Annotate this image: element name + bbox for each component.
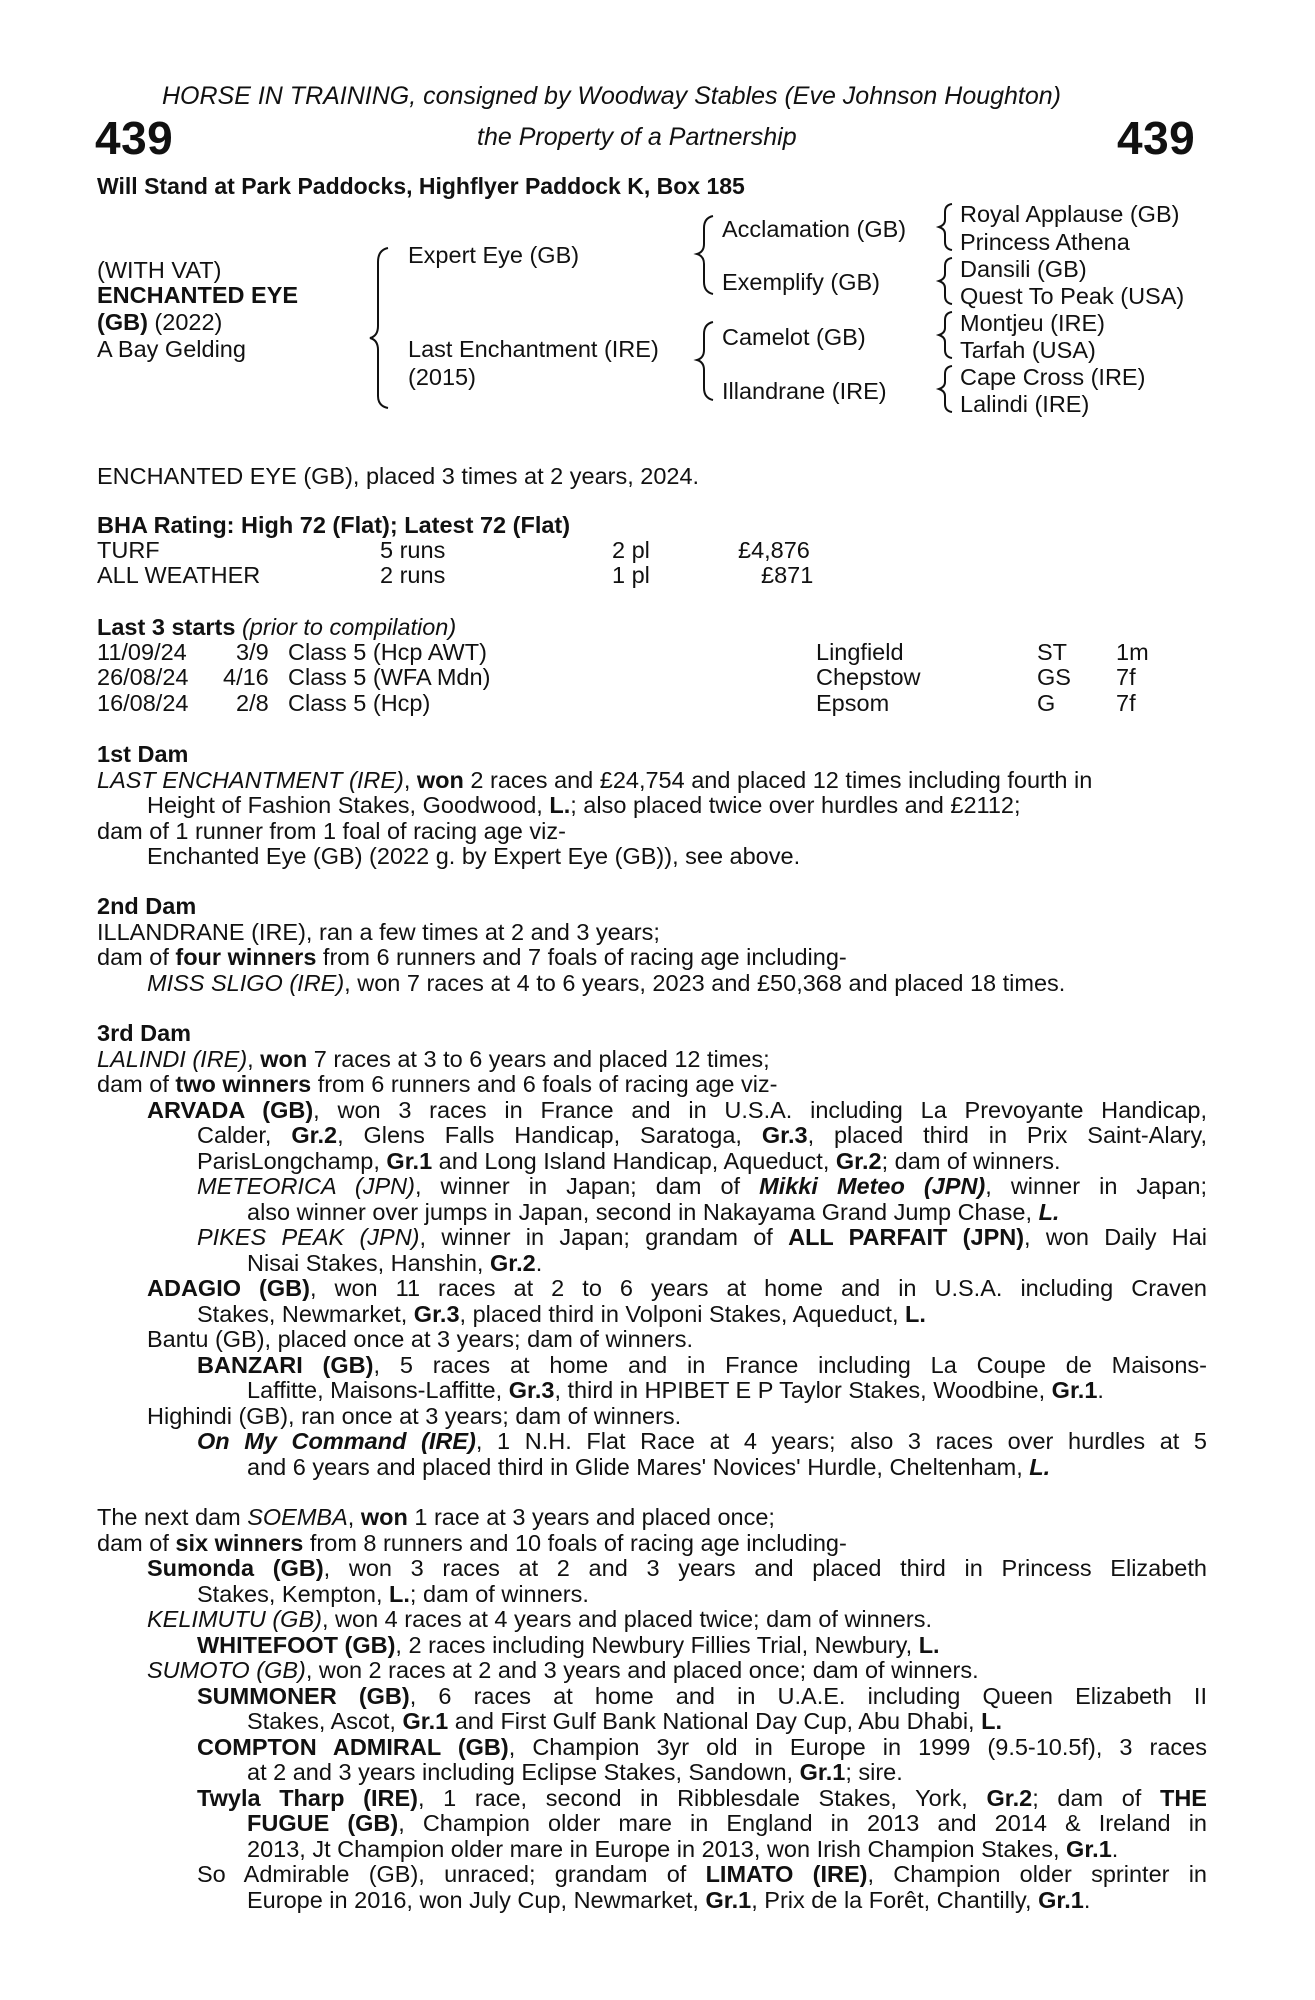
summary-line: ENCHANTED EYE (GB), placed 3 times at 2 years, 2024.	[97, 463, 700, 489]
winners-count: four winners	[175, 944, 317, 970]
text: ParisLongchamp,	[197, 1147, 387, 1174]
first-dam-line: Enchanted Eye (GB) (2022 g. by Expert Eye (GB)), see above.	[147, 843, 801, 869]
third-dam-line	[97, 1302, 1207, 1328]
start-going: GS	[1037, 664, 1071, 690]
text: dam of	[97, 1529, 176, 1556]
rating-prize: £4,876	[738, 537, 810, 563]
vat-label: (WITH VAT)	[97, 257, 222, 283]
pedigree-sire: Expert Eye (GB)	[408, 242, 580, 268]
third-dam-line	[97, 1072, 1207, 1098]
start-class: Class 5 (Hcp)	[288, 690, 431, 716]
rating-title: BHA Rating: High 72 (Flat); Latest 72 (Flat)	[97, 512, 571, 538]
pedigree-sire-dam: Exemplify (GB)	[722, 269, 880, 295]
third-dam-line	[97, 1123, 1207, 1149]
pedigree-dam-dam: Illandrane (IRE)	[722, 378, 887, 404]
text: 2 races and £24,754 and placed 12 times including fourth in	[463, 766, 1093, 793]
text: Stakes, Kempton,	[197, 1580, 390, 1607]
text: Stakes, Ascot,	[247, 1708, 403, 1734]
next-dam-line	[97, 1684, 1207, 1710]
next-dam-line	[97, 1735, 1207, 1761]
text: 2013, Jt Champion older mare in Europe in 2013, won Irish Champion Stakes,	[247, 1835, 1067, 1862]
text: .	[535, 1249, 543, 1276]
text: , Champion older sprinter in	[867, 1861, 1207, 1887]
winners-count: two winners	[175, 1071, 312, 1097]
grade: L.	[918, 1631, 940, 1658]
grade: Gr.1	[1066, 1835, 1112, 1862]
next-dam-line	[97, 1582, 1207, 1608]
text: , Prix de la Forêt, Chantilly,	[751, 1886, 1039, 1913]
text: 7 races at 3 to 6 years and placed 12 times;	[307, 1045, 770, 1072]
first-dam-section	[97, 742, 1207, 870]
text: , Champion older mare in England in 2013 and 2014 & Ireland in	[398, 1810, 1207, 1836]
start-pos: 4/16	[223, 664, 269, 690]
grade: L.	[389, 1580, 410, 1607]
text: from 8 runners and 10 foals of racing age including-	[303, 1529, 847, 1556]
text: ; also placed twice over hurdles and £2112;	[570, 792, 1021, 818]
text: , Champion 3yr old in Europe in 1999 (9.5-10.5f), 3 races	[508, 1733, 1207, 1760]
next-dam-line	[97, 1658, 1207, 1684]
text: .	[1111, 1835, 1119, 1862]
text: at 2 and 3 years including Eclipse Stakes, Sandown,	[247, 1759, 800, 1785]
grade: Gr.1	[1038, 1886, 1084, 1913]
text: dam of	[97, 944, 176, 970]
pedigree-sdd: Quest To Peak (USA)	[960, 283, 1185, 309]
first-dam-line	[97, 793, 1207, 819]
text: , 5 races at home and in France including La Coupe de Maisons-	[373, 1351, 1207, 1378]
next-dam-section	[97, 1505, 1207, 1913]
grade: Gr.2	[835, 1147, 882, 1174]
last-starts-title: Last 3 starts	[97, 614, 236, 640]
won-label: won	[260, 1045, 308, 1072]
first-dam-heading: 1st Dam	[97, 741, 189, 767]
runner-name: THE	[1159, 1784, 1207, 1811]
start-distance: 7f	[1116, 690, 1136, 716]
pedigree-dam: Last Enchantment (IRE)	[408, 336, 659, 362]
text: The next dam	[97, 1504, 248, 1530]
runner-name: ADAGIO (GB)	[147, 1275, 310, 1301]
location-line: Will Stand at Park Paddocks, Highflyer Paddock K, Box 185	[97, 173, 745, 199]
next-dam-line	[97, 1505, 1207, 1531]
runner-name: SUMOTO (GB)	[147, 1657, 306, 1683]
next-dam-line	[97, 1633, 1207, 1659]
dam-name: LAST ENCHANTMENT (IRE)	[97, 766, 404, 793]
runner-name: PIKES PEAK (JPN)	[197, 1224, 420, 1250]
text: ; dam of winners.	[881, 1147, 1061, 1174]
next-dam-line	[97, 1531, 1207, 1557]
next-dam-line	[97, 1888, 1207, 1914]
third-dam-line	[97, 1149, 1207, 1175]
grade: L.	[1029, 1453, 1051, 1480]
pedigree-ssd: Princess Athena	[960, 229, 1130, 255]
pedigree-sire-sire: Acclamation (GB)	[722, 216, 907, 242]
runner-name: LIMATO (IRE)	[705, 1861, 868, 1887]
text: ; dam of	[1032, 1784, 1160, 1811]
text: , placed third in Volponi Stakes, Aqueduct,	[459, 1300, 906, 1327]
runner-name: SUMMONER (GB)	[197, 1682, 410, 1709]
third-dam-line: Bantu (GB), placed once at 3 years; dam of winners.	[147, 1326, 693, 1352]
winners-count: six winners	[175, 1529, 304, 1556]
start-date: 26/08/24	[97, 664, 189, 690]
rating-surface: TURF	[97, 537, 160, 563]
pedigree-dam-sire: Camelot (GB)	[722, 324, 866, 350]
second-dam-section	[97, 894, 1207, 996]
text: , won 11 races at 2 to 6 years at home and in U.S.A. including Craven	[309, 1275, 1207, 1301]
third-dam-line	[97, 1455, 1207, 1481]
runner-name: WHITEFOOT (GB)	[197, 1631, 396, 1658]
start-course: Lingfield	[816, 639, 904, 665]
runner-name: METEORICA (JPN)	[197, 1173, 415, 1199]
rating-surface: ALL WEATHER	[97, 562, 261, 588]
start-date: 16/08/24	[97, 690, 189, 716]
text: .	[1083, 1886, 1091, 1913]
text: and 6 years and placed third in Glide Mares' Novices' Hurdle, Cheltenham,	[247, 1453, 1030, 1480]
grade: Gr.1	[402, 1708, 449, 1734]
grade: L.	[905, 1300, 926, 1327]
lot-number-left: 439	[95, 112, 174, 164]
horse-country: (GB)	[97, 309, 148, 335]
text: and Long Island Handicap, Aqueduct,	[432, 1147, 836, 1174]
second-dam-line	[97, 945, 1207, 971]
text: 1 race at 3 years and placed once;	[407, 1504, 775, 1530]
text: , winner in Japan; dam of	[414, 1173, 760, 1199]
second-dam-line: ILLANDRANE (IRE), ran a few times at 2 and 3 years;	[97, 918, 660, 945]
text: , won 3 races in France and in U.S.A. including La Prevoyante Handicap,	[313, 1096, 1207, 1123]
text: Height of Fashion Stakes, Goodwood,	[147, 792, 550, 818]
third-dam-line	[97, 1251, 1207, 1277]
grade: Gr.2	[489, 1249, 536, 1276]
third-dam-line	[97, 1353, 1207, 1379]
runner-name: Mikki Meteo (JPN)	[759, 1173, 986, 1199]
text: So Admirable (GB), unraced; grandam of	[197, 1861, 706, 1887]
grade: Gr.1	[799, 1759, 846, 1785]
won-label: won	[360, 1504, 408, 1530]
text: , won 3 races at 2 and 3 years and placed third in Princess Elizabeth	[323, 1555, 1207, 1581]
horse-name: ENCHANTED EYE	[97, 282, 299, 308]
dam-name: LALINDI (IRE)	[97, 1045, 248, 1072]
third-dam-line: Highindi (GB), ran once at 3 years; dam of winners.	[147, 1402, 682, 1429]
start-pos: 2/8	[236, 690, 269, 716]
runner-name: FUGUE (GB)	[247, 1810, 399, 1836]
grade: Gr.1	[386, 1147, 433, 1174]
page-subtitle: the Property of a Partnership	[477, 123, 797, 151]
grade: Gr.3	[508, 1377, 555, 1403]
third-dam-line	[97, 1378, 1207, 1404]
next-dam-line	[97, 1607, 1207, 1633]
start-class: Class 5 (WFA Mdn)	[288, 664, 491, 690]
third-dam-line	[97, 1200, 1207, 1226]
third-dam-line	[97, 1047, 1207, 1073]
start-going: G	[1037, 690, 1056, 716]
text: Europe in 2016, won July Cup, Newmarket,	[247, 1886, 706, 1913]
text: , 1 N.H. Flat Race at 4 years; also 3 races over hurdles at 5	[475, 1428, 1207, 1454]
runner-name: On My Command (IRE)	[197, 1428, 476, 1454]
grade: Gr.3	[413, 1300, 460, 1327]
rating-pl: 1 pl	[612, 562, 650, 588]
pedigree-dsd: Tarfah (USA)	[960, 337, 1096, 363]
next-dam-line	[97, 1760, 1207, 1786]
third-dam-heading: 3rd Dam	[97, 1020, 192, 1046]
pedigree-sss: Royal Applause (GB)	[960, 201, 1180, 227]
grade: L.	[549, 792, 571, 818]
pedigree-dss: Montjeu (IRE)	[960, 310, 1105, 336]
third-dam-line	[97, 1276, 1207, 1302]
runner-name: ALL PARFAIT (JPN)	[788, 1224, 1025, 1250]
next-dam-line	[97, 1862, 1207, 1888]
third-dam-line	[97, 1429, 1207, 1455]
start-date: 11/09/24	[97, 639, 187, 665]
text: , won 4 races at 4 years and placed twice; dam of winners.	[321, 1606, 932, 1632]
text: Nisai Stakes, Hanshin,	[247, 1249, 490, 1276]
start-class: Class 5 (Hcp AWT)	[288, 639, 487, 665]
text: Calder,	[197, 1122, 292, 1148]
text: , winner in Japan;	[985, 1173, 1207, 1199]
rating-pl: 2 pl	[612, 537, 650, 563]
grade: Gr.1	[705, 1886, 752, 1913]
text: , won 2 races at 2 and 3 years and placed once; dam of winners.	[305, 1657, 979, 1683]
grade: L.	[1038, 1198, 1060, 1225]
next-dam-line	[97, 1786, 1207, 1812]
dam-name: SOEMBA	[247, 1504, 348, 1530]
text: , third in HPIBET E P Taylor Stakes, Woodbine,	[554, 1377, 1052, 1403]
text: Stakes, Newmarket,	[197, 1300, 414, 1327]
first-dam-line: dam of 1 runner from 1 foal of racing age viz-	[97, 817, 566, 844]
text: from 6 runners and 7 foals of racing age including-	[316, 944, 847, 970]
next-dam-line	[97, 1709, 1207, 1735]
next-dam-line	[97, 1811, 1207, 1837]
text: , placed third in Prix Saint-Alary,	[807, 1122, 1207, 1148]
pedigree-dam-year: (2015)	[408, 364, 476, 390]
text: ; dam of winners.	[409, 1580, 589, 1607]
text: .	[1097, 1377, 1104, 1403]
first-dam-line	[97, 768, 1207, 794]
text: ; sire.	[845, 1759, 903, 1785]
third-dam-line	[97, 1174, 1207, 1200]
last-starts-heading	[97, 616, 456, 640]
text: from 6 runners and 6 foals of racing age viz-	[311, 1071, 778, 1097]
grade: L.	[981, 1708, 1003, 1734]
start-pos: 3/9	[236, 639, 269, 665]
pedigree-ddd: Lalindi (IRE)	[960, 391, 1090, 417]
start-course: Chepstow	[816, 664, 921, 690]
text: , 6 races at home and in U.A.E. including Queen Elizabeth II	[409, 1682, 1207, 1709]
start-going: ST	[1037, 639, 1068, 665]
text: also winner over jumps in Japan, second in Nakayama Grand Jump Chase,	[247, 1198, 1039, 1225]
start-course: Epsom	[816, 690, 890, 716]
third-dam-line	[97, 1225, 1207, 1251]
runner-name: Twyla Tharp (IRE)	[197, 1784, 418, 1811]
text: Laffitte, Maisons-Laffitte,	[247, 1377, 509, 1403]
text: , won Daily Hai	[1024, 1224, 1207, 1250]
text: ,	[247, 1045, 261, 1072]
text: , 2 races including Newbury Fillies Trial, Newbury,	[395, 1631, 919, 1658]
runner-name: ARVADA (GB)	[147, 1096, 314, 1123]
runner-name: KELIMUTU (GB)	[147, 1606, 322, 1632]
horse-year: (2022)	[147, 309, 223, 335]
grade: Gr.1	[1051, 1377, 1098, 1403]
next-dam-line	[97, 1837, 1207, 1863]
start-distance: 7f	[1116, 664, 1136, 690]
pedigree-dds: Cape Cross (IRE)	[960, 364, 1146, 390]
text: , won 7 races at 4 to 6 years, 2023 and £50,368 and placed 18 times.	[344, 969, 1066, 996]
third-dam-line	[97, 1098, 1207, 1124]
won-label: won	[416, 766, 464, 793]
grade: Gr.2	[291, 1122, 338, 1148]
pedigree-sds: Dansili (GB)	[960, 256, 1087, 282]
second-dam-heading: 2nd Dam	[97, 893, 197, 919]
text: ,	[347, 1504, 361, 1530]
second-dam-line	[97, 971, 1207, 997]
rating-runs: 2 runs	[380, 562, 446, 588]
next-dam-line	[97, 1556, 1207, 1582]
runner-name: BANZARI (GB)	[197, 1351, 374, 1378]
grade: Gr.3	[761, 1122, 808, 1148]
text: and First Gulf Bank National Day Cup, Abu Dhabi,	[448, 1708, 982, 1734]
runner-name: Sumonda (GB)	[147, 1555, 324, 1581]
text: , winner in Japan; grandam of	[419, 1224, 789, 1250]
last-starts-note: (prior to compilation)	[241, 614, 457, 640]
rating-prize: £871	[761, 562, 814, 588]
horse-description: A Bay Gelding	[97, 336, 246, 362]
rating-runs: 5 runs	[380, 537, 446, 563]
runner-name: COMPTON ADMIRAL (GB)	[197, 1733, 509, 1760]
text: dam of	[97, 1071, 176, 1097]
runner-name: MISS SLIGO (IRE)	[147, 969, 345, 996]
grade: Gr.2	[986, 1784, 1033, 1811]
page-title: HORSE IN TRAINING, consigned by Woodway Stables (Eve Johnson Houghton)	[162, 82, 1062, 110]
lot-number-right: 439	[1117, 112, 1196, 164]
text: , Glens Falls Handicap, Saratoga,	[337, 1122, 762, 1148]
start-distance: 1m	[1116, 639, 1149, 665]
text: ,	[403, 766, 417, 793]
third-dam-section	[97, 1021, 1207, 1480]
text: , 1 race, second in Ribblesdale Stakes, York,	[417, 1784, 987, 1811]
